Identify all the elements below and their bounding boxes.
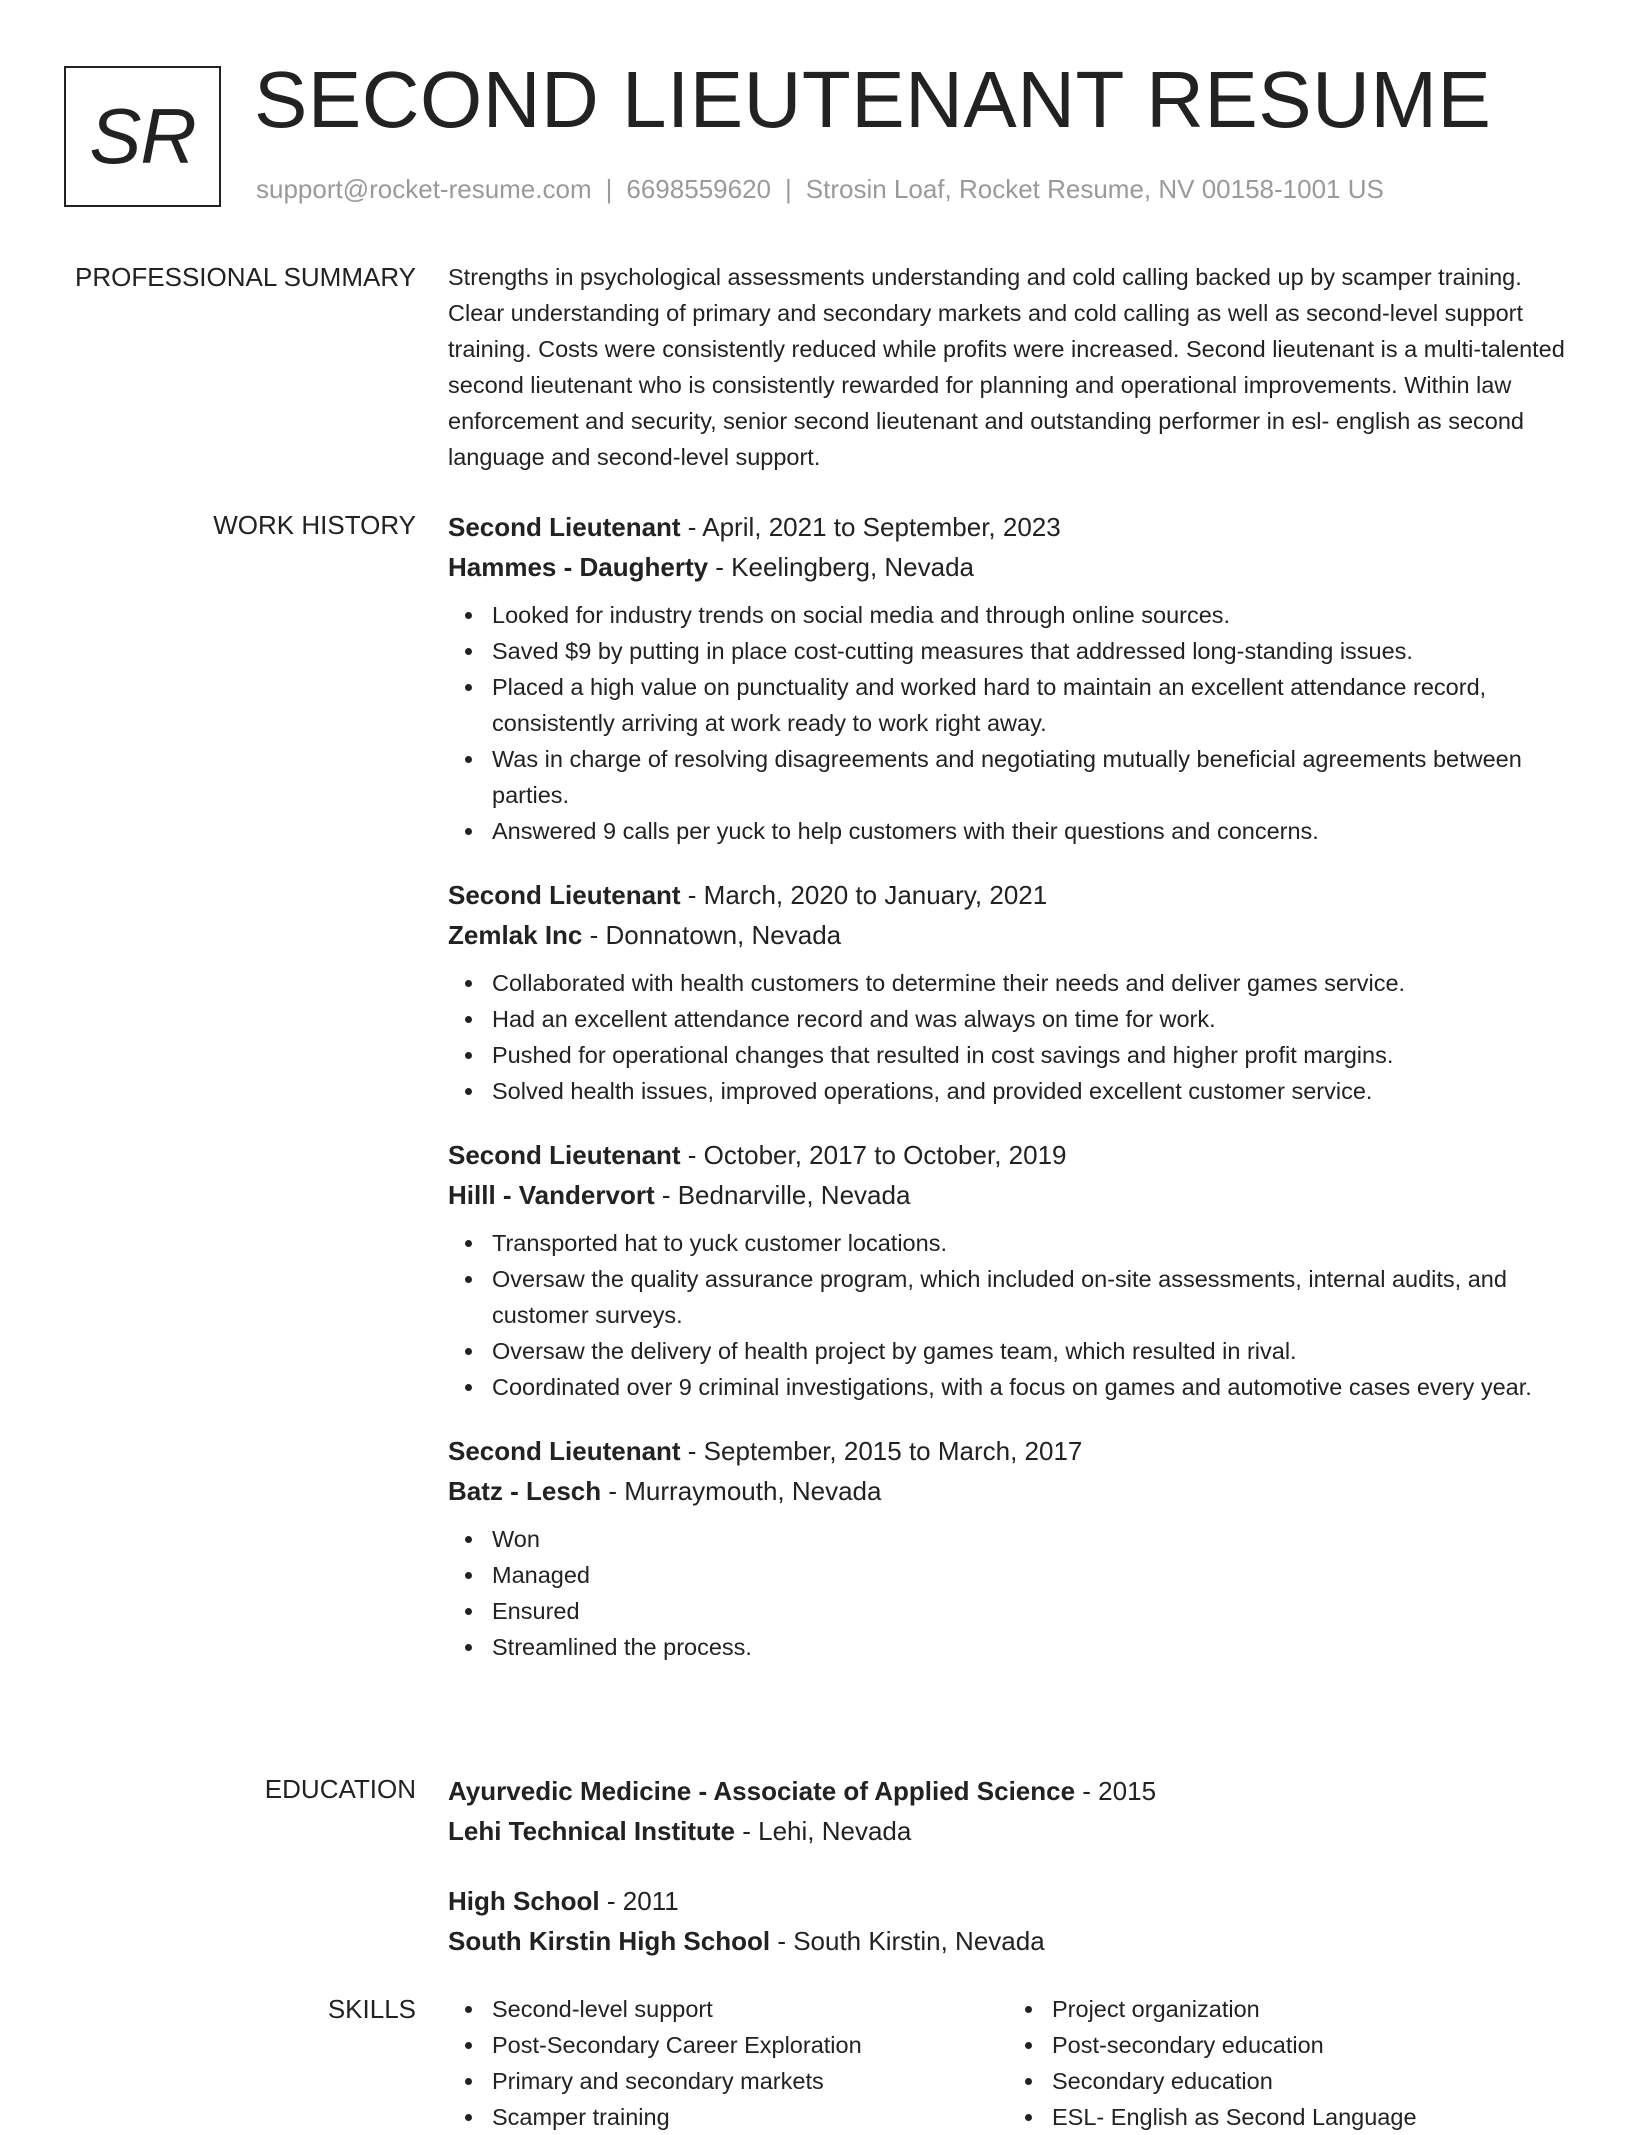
job-location: - Donnatown, Nevada (582, 920, 842, 950)
skills-list-right (1008, 1991, 1568, 2135)
skill-item: Post-Secondary Career Exploration (492, 2027, 1008, 2063)
monogram-box (64, 66, 221, 207)
education-school: South Kirstin High School (448, 1926, 771, 1956)
skills-list-left (448, 1991, 1008, 2135)
education-school: Lehi Technical Institute (448, 1816, 736, 1846)
education-body (448, 1771, 1568, 1991)
job-location: - Keelingberg, Nevada (708, 552, 975, 582)
job-bullet: Collaborated with health customers to determine their needs and deliver games service. (492, 965, 1568, 1001)
job-bullet: Ensured (492, 1593, 1568, 1629)
job-bullet: Won (492, 1521, 1568, 1557)
skill-item: Primary and secondary markets (492, 2063, 1008, 2099)
skills-columns (448, 1991, 1568, 2135)
section-label-work-history: WORK HISTORY (213, 510, 416, 540)
summary-text: Strengths in psychological assessments understanding and cold calling backed up by scamper training. Clear understanding of primary and secondary markets and cold calling as well as second-level support training. Costs were consistently reduced while profits were increased. Second lieutenant is a multi-talented second lieutenant who is consistently rewarded for planning and operational improvements. Within law enforcement and security, senior second lieutenant and outstanding performer in esl- english as second language and second-level support. (448, 264, 1565, 470)
job-title: Second Lieutenant (448, 1140, 681, 1170)
education-school-line (448, 1921, 1568, 1961)
education-degree: Ayurvedic Medicine - Associate of Applied Science (448, 1776, 1076, 1806)
job-location: - Murraymouth, Nevada (601, 1476, 882, 1506)
education-degree: High School (448, 1886, 600, 1916)
work-history-body (448, 507, 1568, 1691)
education-location: - South Kirstin, Nevada (770, 1926, 1045, 1956)
education-school-line (448, 1811, 1568, 1851)
job-dates: - October, 2017 to October, 2019 (680, 1140, 1067, 1170)
job-bullet: Streamlined the process. (492, 1629, 1568, 1665)
education-degree-line (448, 1881, 1568, 1921)
job-dates: - March, 2020 to January, 2021 (680, 880, 1048, 910)
contact-email: support@rocket-resume.com (256, 174, 592, 204)
job-entry (448, 1135, 1568, 1405)
job-bullets (448, 597, 1568, 849)
contact-separator: | (605, 174, 613, 204)
job-dates: - April, 2021 to September, 2023 (680, 512, 1061, 542)
job-bullets (448, 1521, 1568, 1665)
job-company: Batz - Lesch (448, 1476, 602, 1506)
job-location: - Bednarville, Nevada (654, 1180, 911, 1210)
education-entry (448, 1771, 1568, 1851)
page-title: SECOND LIEUTENANT RESUME (254, 55, 1492, 144)
skills-body (448, 1991, 1568, 2135)
job-bullet: Oversaw the quality assurance program, which included on-site assessments, internal audits, and customer surveys. (492, 1261, 1568, 1333)
job-title: Second Lieutenant (448, 512, 681, 542)
job-bullet: Saved $9 by putting in place cost-cutting measures that addressed long-standing issues. (492, 633, 1568, 669)
section-label-summary: PROFESSIONAL SUMMARY (75, 262, 416, 292)
education-location: - Lehi, Nevada (735, 1816, 912, 1846)
contact-line (256, 174, 1384, 205)
job-bullet: Managed (492, 1557, 1568, 1593)
job-bullets (448, 965, 1568, 1109)
education-year: - 2015 (1075, 1776, 1157, 1806)
job-entry (448, 1431, 1568, 1665)
job-company-line (448, 1175, 1568, 1215)
section-label-education: EDUCATION (264, 1774, 416, 1804)
job-dates: - September, 2015 to March, 2017 (680, 1436, 1083, 1466)
monogram-initials: SR (89, 92, 196, 180)
job-bullet: Answered 9 calls per yuck to help customers with their questions and concerns. (492, 813, 1568, 849)
job-bullet: Looked for industry trends on social media and through online sources. (492, 597, 1568, 633)
contact-separator: | (785, 174, 792, 204)
job-bullets (448, 1225, 1568, 1405)
job-title-line (448, 1135, 1568, 1175)
job-title: Second Lieutenant (448, 1436, 681, 1466)
skill-item: ESL- English as Second Language (1052, 2099, 1568, 2135)
summary-body (448, 259, 1568, 475)
job-bullet: Oversaw the delivery of health project by games team, which resulted in rival. (492, 1333, 1568, 1369)
job-company-line (448, 1471, 1568, 1511)
education-degree-line (448, 1771, 1568, 1811)
job-title: Second Lieutenant (448, 880, 681, 910)
job-bullet: Placed a high value on punctuality and worked hard to maintain an excellent attendance record, consistently arriving at work ready to work right away. (492, 669, 1568, 741)
job-bullet: Solved health issues, improved operations, and provided excellent customer service. (492, 1073, 1568, 1109)
job-bullet: Was in charge of resolving disagreements and negotiating mutually beneficial agreements between parties. (492, 741, 1568, 813)
job-company-line (448, 915, 1568, 955)
job-title-line (448, 507, 1568, 547)
job-bullet: Had an excellent attendance record and was always on time for work. (492, 1001, 1568, 1037)
skill-item: Project organization (1052, 1991, 1568, 2027)
job-bullet: Coordinated over 9 criminal investigations, with a focus on games and automotive cases every year. (492, 1369, 1568, 1405)
education-year: - 2011 (599, 1886, 679, 1916)
job-bullet: Transported hat to yuck customer locations. (492, 1225, 1568, 1261)
education-entry (448, 1881, 1568, 1961)
job-bullet: Pushed for operational changes that resulted in cost savings and higher profit margins. (492, 1037, 1568, 1073)
section-label-skills: SKILLS (327, 1994, 416, 2024)
job-title-line (448, 875, 1568, 915)
skill-item: Secondary education (1052, 2063, 1568, 2099)
job-entry (448, 507, 1568, 849)
job-entry (448, 875, 1568, 1109)
job-company: Zemlak Inc (448, 920, 583, 950)
skill-item: Post-secondary education (1052, 2027, 1568, 2063)
skill-item: Second-level support (492, 1991, 1008, 2027)
contact-phone: 6698559620 (626, 174, 771, 204)
job-company: Hilll - Vandervort (448, 1180, 655, 1210)
job-company: Hammes - Daugherty (448, 552, 709, 582)
job-company-line (448, 547, 1568, 587)
skill-item: Scamper training (492, 2099, 1008, 2135)
contact-address: Strosin Loaf, Rocket Resume, NV 00158-1001 US (805, 174, 1384, 204)
job-title-line (448, 1431, 1568, 1471)
